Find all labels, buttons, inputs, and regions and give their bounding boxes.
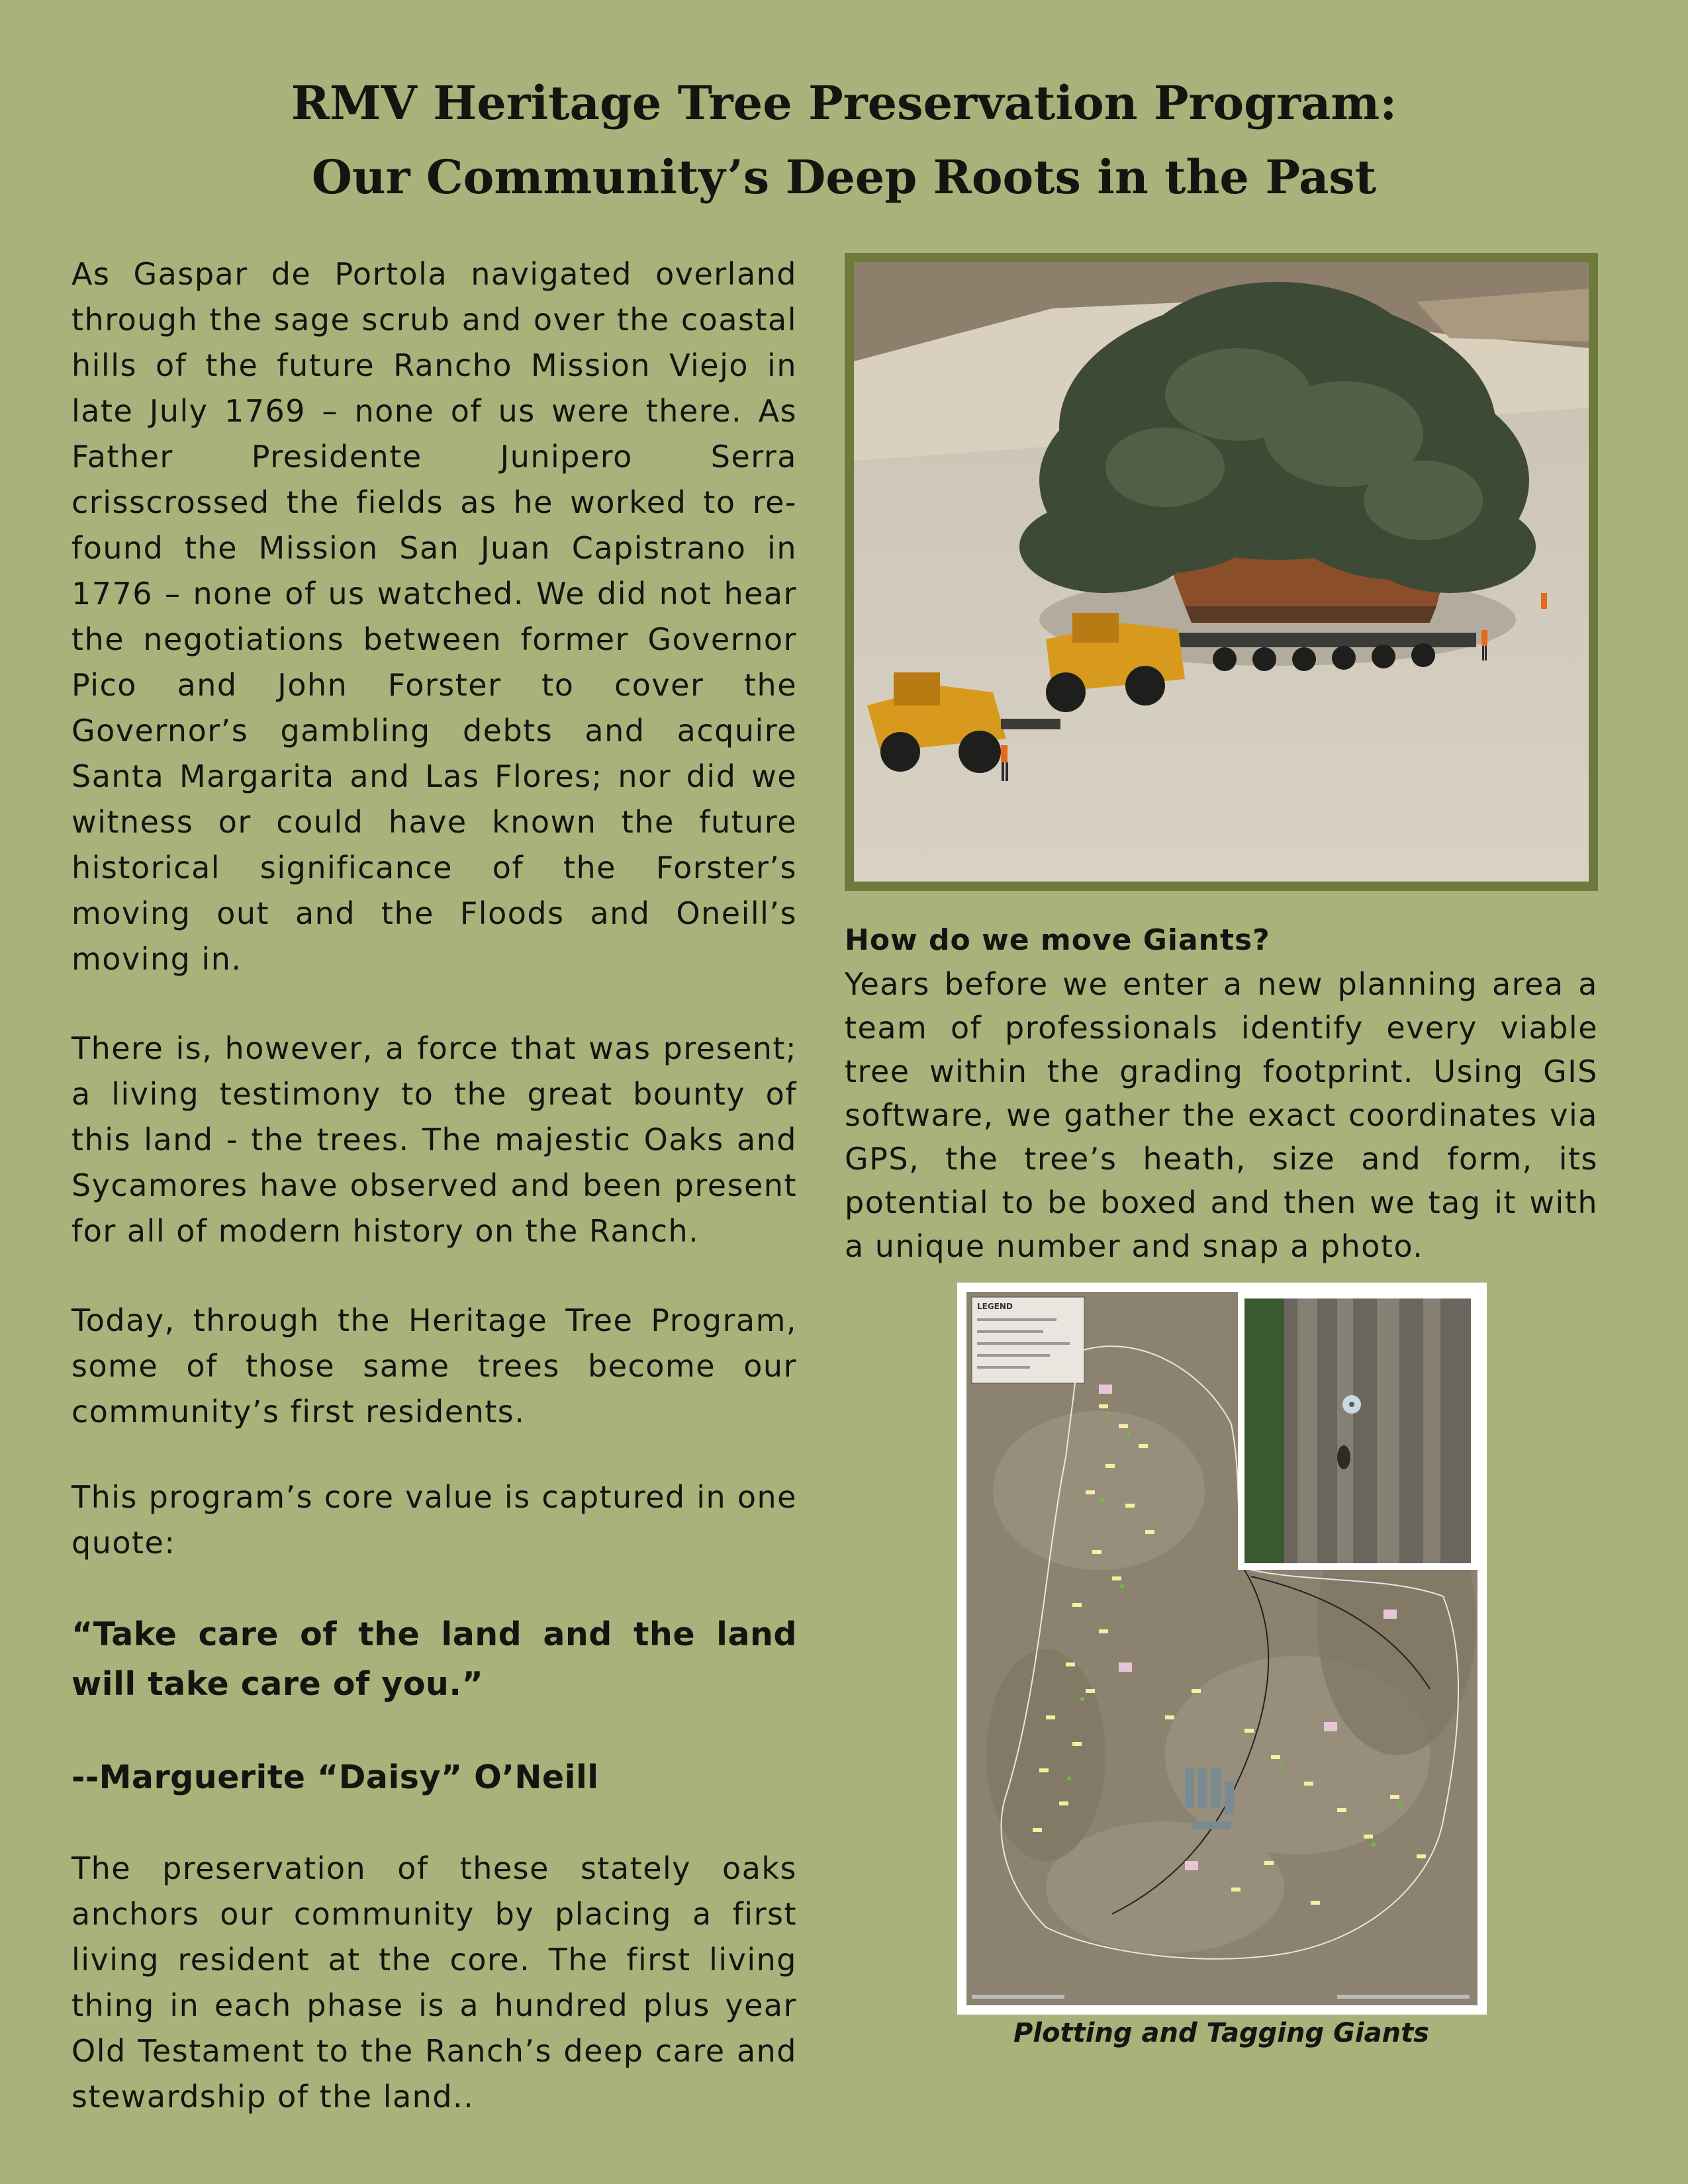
aerial-tree-map <box>966 1292 1477 2005</box>
quote: “Take care of the land and the land will take care of you.” <box>71 1615 797 1703</box>
core-value-paragraph: This program’s core value is captured in one quote: <box>71 1479 797 1561</box>
preservation-paragraph: The preservation of these stately oaks anchors our community by placing a first living resident at the core. The first living thing in each phase is a hundred plus year Old Testament to the Ranch’s deep care and stewardship of the land.. <box>71 1850 797 2115</box>
history-paragraph: As Gaspar de Portola navigated overland through the sage scrub and over the coastal hills of the future Rancho Mission Viejo in late July 1769 – none of us were there. As Father Presidente Junipero Serra crisscrossed the fields as he worked to re-found the Mission San Juan Capistrano in 1776 – none of us watched. We did not hear the negotiations between former Governor Pico and John Forster to cover the Governor’s gambling debts and acquire Santa Margarita and Las Flores; nor did we witness or could have known the future historical significance of the Forster’s moving out and the Floods and Oneill’s moving in. <box>71 256 797 977</box>
trees-paragraph: There is, however, a force that was present; a living testimony to the great bounty of this land - the trees. The majestic Oaks and Sycamores have observed and been present for all of modern history on the Ranch. <box>71 1030 797 1249</box>
tree-map-figure <box>957 1283 1487 2015</box>
map-caption: Plotting and Tagging Giants <box>1013 2018 1429 2048</box>
section-heading: How do we move Giants? <box>845 923 1270 957</box>
quote-attribution: --Marguerite “Daisy” O’Neill <box>71 1758 599 1796</box>
title-line-2: Our Community’s Deep Roots in the Past <box>311 150 1377 205</box>
how-we-move-section <box>845 919 1598 1268</box>
map-legend-title: LEGEND <box>977 1302 1013 1311</box>
oak-tree-transport-illustration <box>854 262 1589 882</box>
tree-moving-photo <box>845 253 1598 891</box>
program-paragraph: Today, through the Heritage Tree Program, some of those same trees become our community’s first residents. <box>71 1302 797 1430</box>
title-line-1: RMV Heritage Tree Preservation Program: <box>291 75 1397 130</box>
page-title <box>0 66 1688 214</box>
section-body: Years before we enter a new planning area a team of professionals identify every viable tree within the grading footprint. Using GIS software, we gather the exact coordinates via GPS, the tree’s heath, size and form, its potential to be boxed and then we tag it with a unique number and snap a photo. <box>845 966 1598 1264</box>
left-column <box>71 251 797 2120</box>
